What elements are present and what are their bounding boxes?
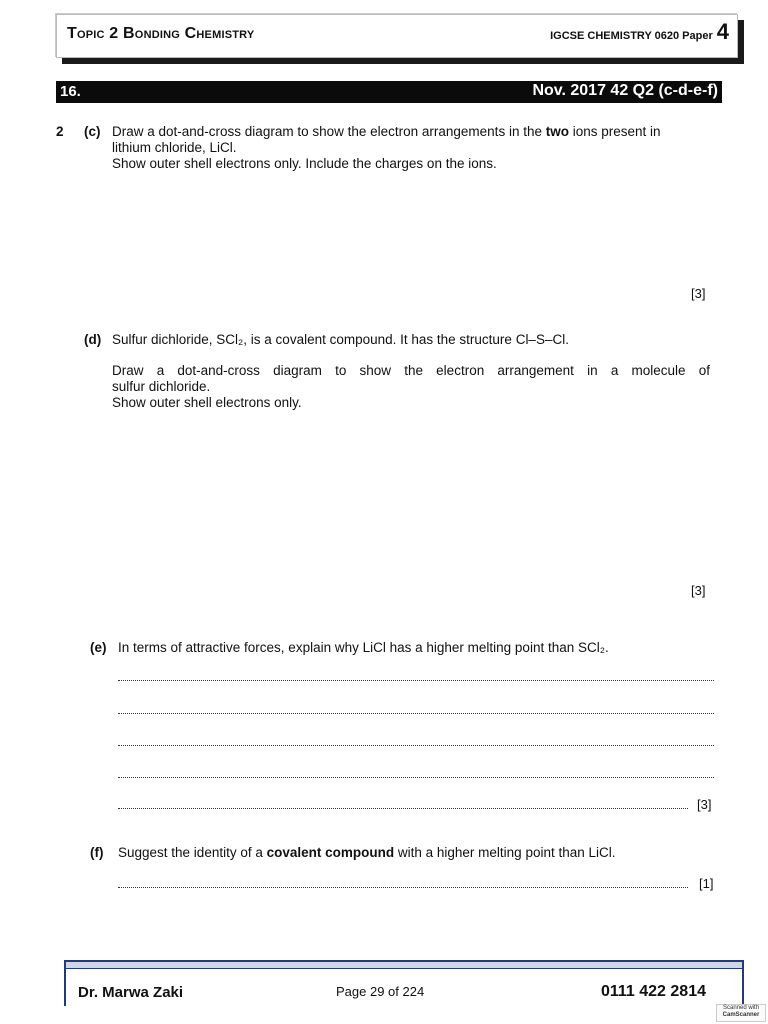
part-c-label: (c) <box>84 124 101 139</box>
part-c-line1b: ions present in <box>568 124 661 139</box>
part-d-line1: Sulfur dichloride, SCl₂, is a covalent compound. It has the structure Cl–S–Cl. <box>112 332 569 347</box>
answer-line-e5[interactable] <box>118 808 688 809</box>
part-c-line1-bold: two <box>545 124 569 139</box>
answer-line-e4[interactable] <box>118 777 714 778</box>
scanner-watermark <box>716 1004 766 1022</box>
part-c-line2: lithium chloride, LiCl. <box>112 140 237 155</box>
part-c-line1a: Draw a dot-and-cross diagram to show the electron arrangements in the <box>112 124 546 139</box>
part-f-label: (f) <box>90 845 104 860</box>
answer-line-e1[interactable] <box>118 680 714 681</box>
paper-label <box>550 19 729 44</box>
part-f-text-bold: covalent compound <box>266 845 395 860</box>
answer-line-f1[interactable] <box>118 887 688 888</box>
part-e-label: (e) <box>90 640 107 655</box>
question-bar <box>56 81 722 103</box>
part-d-line4: Show outer shell electrons only. <box>112 395 302 410</box>
part-f-text <box>118 845 616 861</box>
part-e-text: In terms of attractive forces, explain why LiCl has a higher melting point than SCl₂. <box>118 640 609 655</box>
question-source: Nov. 2017 42 Q2 (c-d-e-f) <box>532 82 718 99</box>
part-c-marks: [3] <box>691 286 706 301</box>
part-c-line3: Show outer shell electrons only. Include the charges on the ions. <box>112 156 497 171</box>
part-d-label: (d) <box>84 332 102 347</box>
question-main-number: 2 <box>56 124 64 139</box>
part-d-marks: [3] <box>691 583 706 598</box>
part-d-line3: sulfur dichloride. <box>112 379 211 394</box>
part-f-text-a: Suggest the identity of a <box>118 845 267 860</box>
paper-number: 4 <box>716 19 729 44</box>
footer-page-number: Page 29 of 224 <box>336 984 425 999</box>
part-f-marks: [1] <box>699 876 714 891</box>
page-header <box>56 14 738 58</box>
part-d-line2: Draw a dot-and-cross diagram to show the electron arrangement in a molecule of <box>112 363 710 378</box>
topic-title: Topic 2 Bonding Chemistry <box>67 25 255 42</box>
footer-phone: 0111 422 2814 <box>600 983 706 1000</box>
answer-line-e3[interactable] <box>118 745 714 746</box>
scanner-line2: CamScanner <box>722 1012 760 1018</box>
paper-prefix: IGCSE CHEMISTRY 0620 Paper <box>550 30 713 42</box>
part-f-text-b: with a higher melting point than LiCl. <box>394 845 616 860</box>
footer-rule <box>66 962 742 969</box>
answer-line-e2[interactable] <box>118 713 714 714</box>
footer-author: Dr. Marwa Zaki <box>78 984 184 1001</box>
part-c-text <box>112 124 712 140</box>
scanner-line1: Scanned with <box>722 1005 760 1011</box>
page-footer <box>64 960 744 1006</box>
part-e-marks: [3] <box>697 797 712 812</box>
question-number: 16. <box>60 83 81 100</box>
